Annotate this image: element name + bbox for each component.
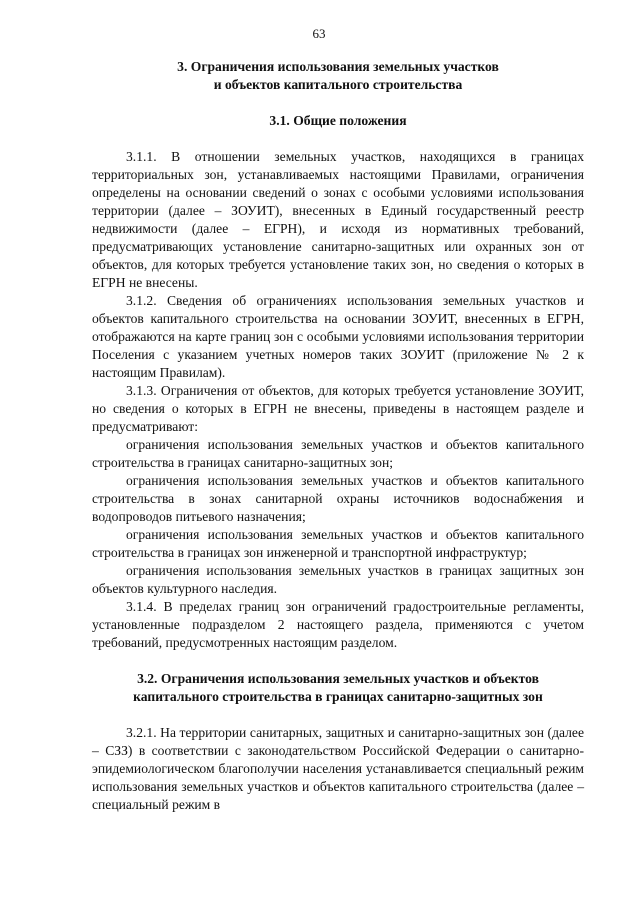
section-3-heading-line-1: 3. Ограничения использования земельных участков (177, 59, 499, 74)
section-3-2-heading-line-2: капитального строительства в границах санитарно-защитных зон (133, 689, 543, 704)
paragraph-3-1-4: 3.1.4. В пределах границ зон ограничений градостроительные регламенты, установленные подразделом 2 настоящего раздела, применяются с учетом требований, предусмотренных настоящим разделом. (92, 599, 584, 650)
section-3-1-heading (92, 112, 584, 130)
paragraph-3-2-1: 3.2.1. На территории санитарных, защитных и санитарно-защитных зон (далее – СЗЗ) в соответствии с законодательством Российской Федерации о санитарно-эпидемиологическом благополучии населения устанавливается специальный режим использования земельных участков и объектов капитального строительства (далее – специальный режим в (92, 725, 584, 812)
page-content (92, 58, 584, 814)
list-item-infrastructure-zones: ограничения использования земельных участков и объектов капитального строительства в границах зон инженерной и транспортной инфраструктур; (92, 527, 584, 560)
section-3-2-heading-line-1: 3.2. Ограничения использования земельных участков и объектов (137, 671, 539, 686)
section-3-heading (92, 58, 584, 94)
paragraph-3-1-2: 3.1.2. Сведения об ограничениях использования земельных участков и объектов капитального строительства на основании ЗОУИТ, внесенных в ЕГРН, отображаются на карте границ зон с особыми условиями использования территории Поселения с указанием учетных номеров таких ЗОУИТ (приложение № 2 к настоящим Правилам). (92, 293, 584, 380)
section-3-heading-line-2: и объектов капитального строительства (213, 77, 463, 92)
paragraph-3-1-3: 3.1.3. Ограничения от объектов, для которых требуется установление ЗОУИТ, но сведения о которых в ЕГРН не внесены, приведены в настоящем разделе и предусматривают: (92, 383, 584, 434)
list-item-water-supply-protection-zones: ограничения использования земельных участков и объектов капитального строительства в зонах санитарной охраны источников водоснабжения и водопроводов питьевого назначения; (92, 473, 584, 524)
section-3-2-heading (92, 670, 584, 706)
section-3-1-heading-text: 3.1. Общие положения (269, 113, 407, 128)
list-item-sanitary-protection-zones: ограничения использования земельных участков и объектов капитального строительства в границах санитарно-защитных зон; (92, 437, 584, 470)
page-number: 63 (312, 26, 326, 41)
list-item-cultural-heritage-zones: ограничения использования земельных участков в границах защитных зон объектов культурного наследия. (92, 563, 584, 596)
paragraph-3-1-1: 3.1.1. В отношении земельных участков, находящихся в границах территориальных зон, устанавливаемых настоящими Правилами, ограничения определены на основании сведений о зонах с особыми условиями использования территории (далее – ЗОУИТ), внесенных в Единый государственный реестр недвижимости (далее – ЕГРН), и исходя из нормативных требований, предусматривающих установление санитарно-защитных или охранных зон от объектов, для которых требуется установление таких зон, но сведения о которых в ЕГРН не внесены. (92, 149, 584, 290)
